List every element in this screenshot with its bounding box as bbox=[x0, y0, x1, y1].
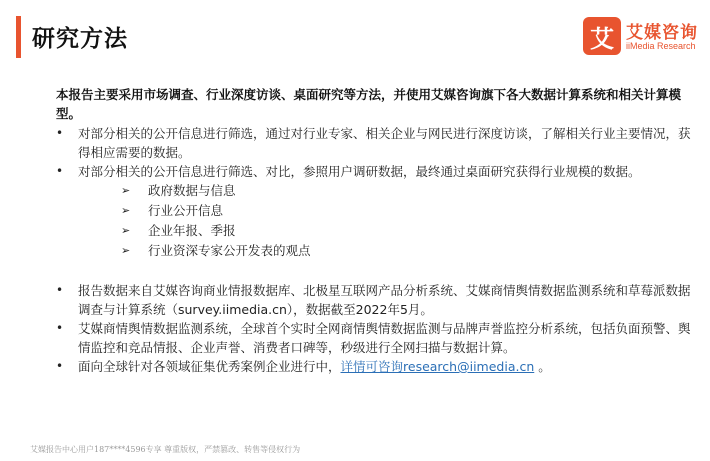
brand-logo bbox=[583, 17, 698, 57]
bullet-dot-icon: • bbox=[56, 359, 64, 373]
bullet-text: 艾媒商情舆情数据监测系统，全球首个实时全网商情舆情数据监测与品牌声誉监控分析系统，包括负面预警、舆情监控和竞品情报、企业声誉、消费者口碑等，秒级进行全网扫描与数据计算。 bbox=[78, 321, 691, 355]
sub-list-item bbox=[56, 241, 696, 261]
list-item bbox=[56, 319, 696, 357]
title-accent-bar bbox=[16, 16, 21, 58]
bullet-dot-icon: • bbox=[56, 126, 64, 140]
sub-item-text: 企业年报、季报 bbox=[148, 223, 236, 238]
bullet-dot-icon: • bbox=[56, 321, 64, 335]
logo-mark-icon: 艾 bbox=[583, 17, 621, 55]
arrow-right-icon: ➢ bbox=[121, 204, 131, 217]
spacer bbox=[56, 261, 696, 281]
sub-list-item bbox=[56, 221, 696, 241]
intro-text: 本报告主要采用市场调查、行业深度访谈、桌面研究等方法，并使用艾媒咨询旗下各大数据计算系统和相关计算模型。 bbox=[56, 87, 682, 121]
sub-item-text: 政府数据与信息 bbox=[148, 183, 236, 198]
bullet-text: 对部分相关的公开信息进行筛选，通过对行业专家、相关企业与网民进行深度访谈，了解相关行业主要情况，获得相应需要的数据。 bbox=[78, 126, 691, 160]
list-item bbox=[56, 281, 696, 319]
footer-notice: 艾媒报告中心用户187****4596专享 尊重版权，严禁篡改、转售等侵权行为 bbox=[30, 445, 301, 454]
logo-name-en: iiMedia Research bbox=[626, 41, 696, 51]
method-content bbox=[56, 85, 696, 376]
sub-item-text: 行业公开信息 bbox=[148, 203, 224, 218]
bullet-text: 报告数据来自艾媒咨询商业情报数据库、北极星互联网产品分析系统、艾媒商情舆情数据监测系统和草莓派数据调查与计算系统（survey.iimedia.cn），数据截至2022年5月。 bbox=[78, 283, 691, 317]
arrow-right-icon: ➢ bbox=[121, 244, 131, 257]
logo-name-cn: 艾媒咨询 bbox=[626, 23, 698, 43]
sub-item-text: 行业资深专家公开发表的观点 bbox=[148, 243, 311, 258]
arrow-right-icon: ➢ bbox=[121, 224, 131, 237]
bullet-dot-icon: • bbox=[56, 164, 64, 178]
list-item bbox=[56, 162, 696, 181]
bullet-text: 对部分相关的公开信息进行筛选、对比，参照用户调研数据，最终通过桌面研究获得行业规模的数据。 bbox=[78, 164, 641, 179]
list-item bbox=[56, 124, 696, 162]
arrow-right-icon: ➢ bbox=[121, 184, 131, 197]
list-item bbox=[56, 357, 696, 376]
sub-list-item bbox=[56, 181, 696, 201]
bullet-dot-icon: • bbox=[56, 283, 64, 297]
bullet-text-suffix: 。 bbox=[534, 359, 551, 374]
page-title: 研究方法 bbox=[32, 26, 128, 52]
contact-email-link[interactable]: 详情可咨询research@iimedia.cn bbox=[340, 359, 535, 374]
sub-list-item bbox=[56, 201, 696, 221]
bullet-text-prefix: 面向全球针对各领域征集优秀案例企业进行中， bbox=[78, 359, 341, 374]
